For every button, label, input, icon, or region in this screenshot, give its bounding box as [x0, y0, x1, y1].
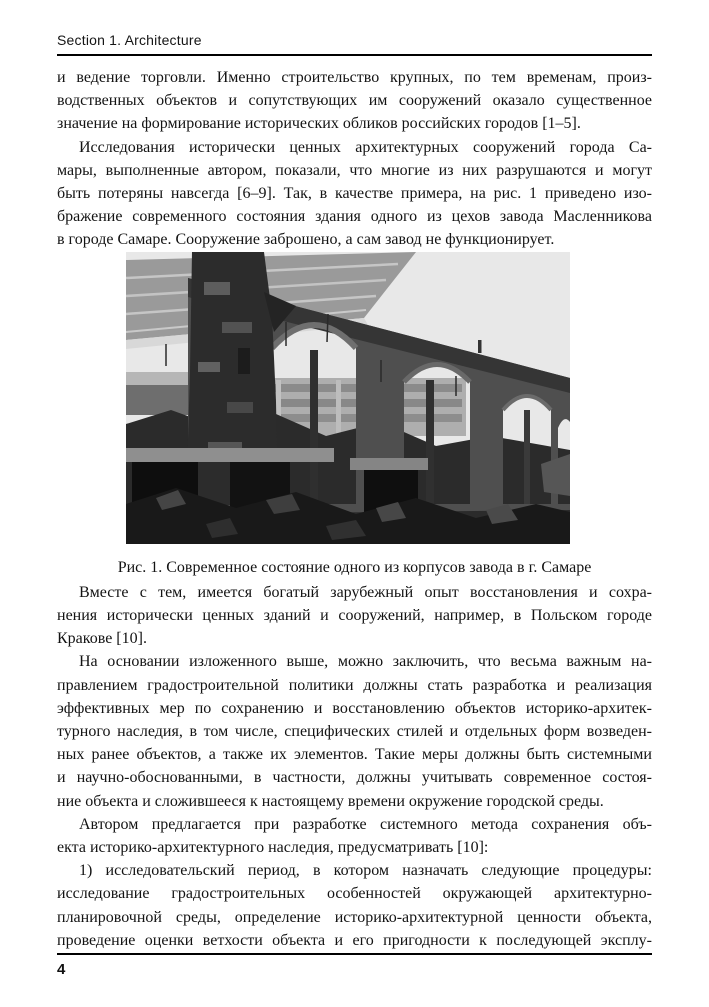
- body-line: эффективных мер по сохранению и восстановлению объектов историко-архитек-: [57, 699, 652, 717]
- paragraph: [57, 136, 652, 252]
- body-line: нения исторически ценных зданий и сооружений, например, в Польском городе: [57, 607, 652, 625]
- paragraph: [57, 650, 652, 812]
- body-line: Автором предлагается при разработке системного метода сохранения объ-: [79, 815, 652, 833]
- body-line: в городе Самаре. Сооружение заброшено, а сам завод не функционирует.: [57, 231, 555, 249]
- body-line: екта историко-архитектурного наследия, предусматривать [10]:: [57, 839, 489, 857]
- body-line: и ведение торговли. Именно строительство крупных, по тем временам, произ-: [57, 69, 652, 86]
- body-line: ние объекта и сложившееся к настоящему времени окружение городской среды.: [57, 792, 604, 810]
- body-line: Исследования исторически ценных архитектурных сооружений города Са-: [79, 138, 652, 156]
- body-line: исследование градостроительных особенностей окружающей архитектурно-: [57, 885, 652, 903]
- body-line: планировочной среды, определение историко-архитектурной ценности объекта,: [57, 908, 652, 926]
- figure-caption: Рис. 1. Современное состояние одного из корпусов завода в г. Самаре: [117, 558, 592, 576]
- photo-inner-column: [426, 380, 434, 504]
- body-line: проведение оценки ветхости объекта и его пригодности к последующей эксплу-: [57, 931, 652, 949]
- page-body: [57, 66, 652, 952]
- body-line: бражение современного состояния здания одного из цехов завода Масленникова: [57, 208, 652, 226]
- figure-photo: [126, 252, 570, 544]
- footer-rule: [57, 953, 652, 955]
- photo-inner-column: [310, 350, 318, 504]
- paragraph: [57, 581, 652, 651]
- body-line: Вместе с тем, имеется богатый зарубежный опыт восстановления и сохра-: [79, 583, 652, 601]
- running-header: Section 1. Architecture: [57, 32, 202, 48]
- page-number: 4: [57, 961, 66, 978]
- body-line: значение на формирование исторических обликов российских городов [1–5].: [57, 115, 581, 133]
- paragraph: [57, 813, 652, 859]
- body-line: Кракове [10].: [57, 630, 147, 648]
- header-rule: [57, 54, 652, 56]
- body-line: На основании изложенного выше, можно заключить, что весьма важным на-: [79, 653, 652, 671]
- body-line: ных ранее объектов, а также их элементов. Такие меры должны быть системными: [57, 746, 652, 764]
- body-line: и научно-обоснованными, в частности, должны учитывать современное состоя-: [57, 769, 652, 787]
- body-line: турного наследия, в том числе, специфических стилей и отдельных форм возведен-: [57, 723, 652, 741]
- photo-chimney: [478, 340, 482, 353]
- paragraph: [57, 66, 652, 136]
- body-line: мары, выполненные автором, показали, что многие из них разрушаются и могут: [57, 161, 652, 179]
- ruined-factory-photo: [126, 252, 570, 544]
- photo-inner-column: [524, 410, 530, 504]
- paragraph: [57, 859, 652, 952]
- body-line: быть потеряны навсегда [6–9]. Так, в качестве примера, на рис. 1 приведено изо-: [57, 185, 652, 203]
- body-line: 1) исследовательский период, в котором назначать следующие процедуры:: [79, 862, 652, 880]
- body-line: правлением градостроительной политики должны стать разработка и реализация: [57, 676, 652, 694]
- body-line: водственных объектов и сопутствующих им сооружений оказало существенное: [57, 92, 652, 110]
